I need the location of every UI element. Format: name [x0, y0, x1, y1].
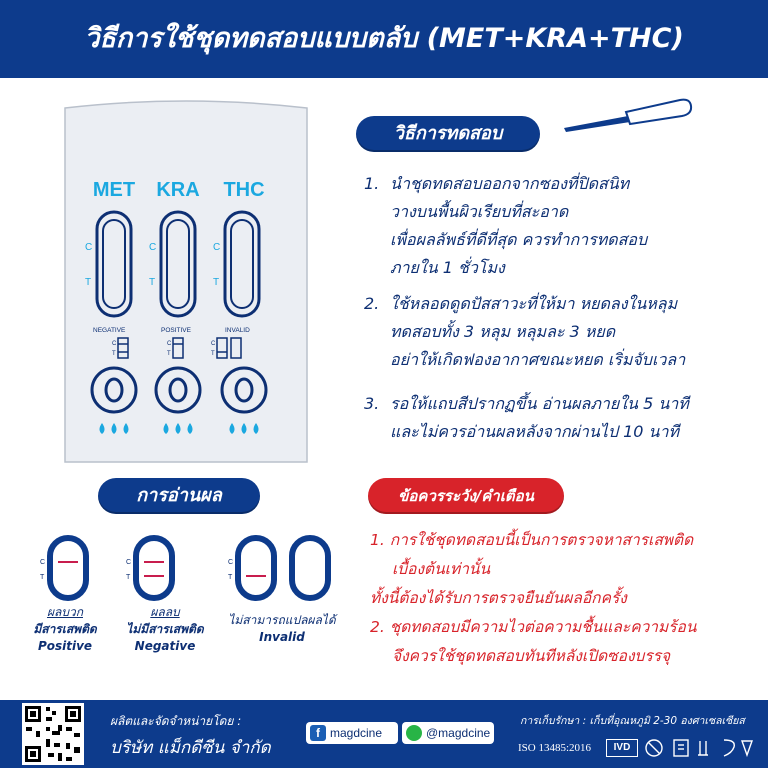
- negative-strip: [136, 538, 172, 598]
- svg-text:T: T: [167, 351, 171, 357]
- reading-heading: การอ่านผล: [98, 478, 260, 514]
- invalid-caption: ไม่สามารถแปลผลได้ Invalid: [228, 613, 336, 644]
- iso-certification: ISO 13485:2016: [518, 742, 592, 754]
- ivd-badge: IVD: [606, 739, 638, 757]
- method-step-2: 2. ใช้หลอดดูดปัสสาวะที่ให้มา หยดลงในหลุม ทดสอบทั้ง 3 หลุม หลุมละ 3 หยด อย่าให้เกิดฟองอากาศขณะหยด เริ่มจับเวลา: [364, 294, 686, 369]
- svg-text:T: T: [40, 574, 45, 581]
- svg-text:C: C: [211, 341, 216, 347]
- thc-label: THC: [223, 179, 265, 201]
- result-strips-illustration: [30, 530, 340, 602]
- svg-text:T: T: [211, 351, 215, 357]
- temperature-limit-icon: [698, 741, 708, 755]
- legend-negative: NEGATIVE: [93, 327, 126, 334]
- svg-text:C: C: [213, 242, 221, 253]
- facebook-icon: f: [310, 725, 326, 741]
- test-cassette-illustration: [55, 100, 317, 470]
- dropper-icon: [560, 94, 694, 134]
- svg-text:T: T: [85, 277, 92, 288]
- invalid-strip-2: [292, 538, 328, 598]
- positive-strip: [50, 538, 86, 598]
- line-app-icon: [406, 725, 422, 741]
- legend-invalid: INVALID: [225, 327, 250, 334]
- negative-caption: ผลลบ ไม่มีสารเสพติด Negative: [126, 605, 204, 653]
- svg-text:C: C: [228, 559, 234, 566]
- svg-text:T: T: [126, 574, 131, 581]
- svg-text:T: T: [228, 574, 233, 581]
- svg-text:C: C: [167, 341, 172, 347]
- biohazard-icon: [742, 741, 752, 755]
- regulatory-symbols: [644, 737, 754, 759]
- company-name: บริษัท แม็กดีซีน จำกัด: [110, 738, 271, 758]
- method-step-1: 1. นำชุดทดสอบออกจากซองที่ปิดสนิท วางบนพื้นผิวเรียบที่สะอาด เพื่อผลลัพธ์ที่ดีที่สุด ควรทำการทดสอบ ภายใน 1 ชั่วโมง: [364, 174, 648, 277]
- svg-text:C: C: [126, 559, 132, 566]
- storage-info: การเก็บรักษา : เก็บที่อุณหภูมิ 2-30 องศาเซลเซียส: [520, 715, 745, 727]
- method-heading: วิธีการทดสอบ: [356, 116, 540, 152]
- legend-positive: POSITIVE: [161, 327, 191, 334]
- warning-text: 1. การใช้ชุดทดสอบนี้เป็นการตรวจหาสารเสพติด เบื้องต้นเท่านั้น ทั้งนี้ต้องได้รับการตรวจยืนยันผลอีกครั้ง 2. ชุดทดสอบมีความไวต่อความชื้นและความร้อน จึงควรใช้ชุดทดสอบทันทีหลังเปิดซองบรรจุ: [370, 531, 697, 665]
- distributor-label: ผลิตและจัดจำหน่ายโดย :: [110, 714, 242, 728]
- line-link[interactable]: @magdcine: [402, 722, 494, 744]
- page-title: วิธีการใช้ชุดทดสอบแบบตลับ (MET+KRA+THC): [84, 23, 684, 54]
- svg-text:C: C: [149, 242, 157, 253]
- warning-heading: ข้อควรระวัง/คำเตือน: [368, 478, 564, 514]
- svg-text:C: C: [85, 242, 93, 253]
- invalid-strip-1: [238, 538, 274, 598]
- svg-text:C: C: [112, 341, 117, 347]
- method-step-3: 3. รอให้แถบสีปรากฏขึ้น อ่านผลภายใน 5 นาที และไม่ควรอ่านผลหลังจากผ่านไป 10 นาที: [364, 394, 689, 441]
- kra-label: KRA: [156, 179, 200, 201]
- qr-code-icon[interactable]: [22, 703, 84, 765]
- svg-text:T: T: [213, 277, 220, 288]
- svg-text:C: C: [40, 559, 46, 566]
- expiry-icon: [724, 740, 734, 756]
- svg-text:T: T: [149, 277, 156, 288]
- positive-caption: ผลบวก มีสารเสพติด Positive: [33, 605, 97, 653]
- instructions-icon: [674, 740, 688, 756]
- svg-text:T: T: [112, 351, 116, 357]
- facebook-link[interactable]: f magdcine: [306, 722, 398, 744]
- met-label: MET: [92, 179, 136, 201]
